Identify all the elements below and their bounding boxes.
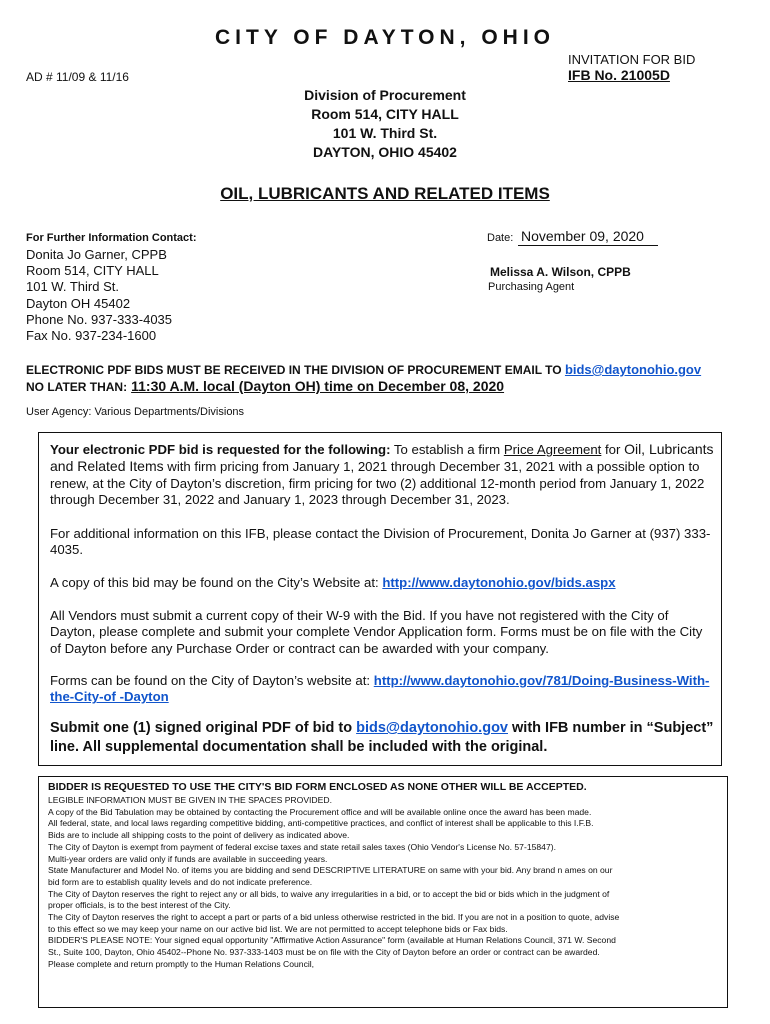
date-underline [518,245,658,246]
deadline-line-1 [26,362,701,377]
invitation-label: INVITATION FOR BID [568,52,696,67]
submit-pre: Submit one (1) signed original PDF of bid to [50,720,357,736]
copy-info [50,575,716,591]
request-part2: for [601,442,625,457]
fine-print-line: to this effect so we may keep your name on our active bid list. We are not permitted to accept telephone bids or Fax bids. [48,923,508,934]
fine-print-line: Bids are to include all shipping costs to the point of delivery as indicated above. [48,830,350,841]
doing-business-link[interactable]: http://www.daytonohio.gov/781/Doing-Business-With-the-City-of -Dayton [50,673,710,705]
contact-line: Phone No. 937-333-4035 [26,311,173,327]
subject-title: OIL, LUBRICANTS AND RELATED ITEMS [220,184,550,203]
request-paragraph [50,441,716,509]
contact-line: Dayton OH 45402 [26,295,131,311]
fine-print-heading: BIDDER IS REQUESTED TO USE THE CITY'S BID FORM ENCLOSED AS NONE OTHER WILL BE ACCEPTED. [48,781,587,793]
ifb-number: IFB No. 21005D [568,67,670,83]
address-line: 101 W. Third St. [332,125,438,141]
submit-email-link[interactable]: bids@daytonohio.gov [356,720,508,736]
user-agency: User Agency: Various Departments/Divisions [26,406,245,418]
fine-print [48,795,722,971]
city-title: CITY OF DAYTON, OHIO [215,26,555,49]
fine-print-line: St., Suite 100, Dayton, Ohio 45402--Phone No. 937-333-1403 must be on file with the City of Dayton before an order or contract can be awarded. [48,947,600,958]
additional-info: For additional information on this IFB, please contact the Division of Procurement, Donita Jo Garner at (937) 333-4035. [50,526,711,558]
purchasing-agent-name: Melissa A. Wilson, CPPB [490,265,631,279]
contact-line: Donita Jo Garner, CPPB [26,247,167,262]
deadline-time: 11:30 A.M. local (Dayton OH) time on December 08, 2020 [131,378,505,394]
fine-print-line: bid form are to establish quality levels and do not indicate preference. [48,876,313,887]
fine-print-line: The City of Dayton reserves the right to accept a part or parts of a bid unless otherwise restricted in the bid. If you are not in a position to quote, advise [48,912,620,923]
fine-print-line: A copy of the Bid Tabulation may be obtained by contacting the Procurement office and will be available online once the award has been made. [48,806,592,817]
fine-print-line: The City of Dayton reserves the right to reject any or all bids, to waive any irregularities in a bid, or to accept the bid or bids which in the judgment of [48,888,610,899]
fine-print-line: LEGIBLE INFORMATION MUST BE GIVEN IN THE SPACES PROVIDED. [48,795,332,805]
procurement-address [0,86,770,162]
address-line: DAYTON, OHIO 45402 [313,144,457,160]
price-agreement: Price Agreement [503,442,602,457]
w9-info: All Vendors must submit a current copy of their W-9 with the Bid. If you have not registered with the City of Dayton, please complete and submit your complete Vendor Application form. Forms must be on file with the City of Dayton before any Purchase Order or contract can be awarded with your company. [50,608,703,656]
contact-line: Fax No. 937-234-1600 [26,328,157,344]
fine-print-line: Multi-year orders are valid only if funds are available in succeeding years. [48,853,328,864]
fine-print-line: All federal, state, and local laws regarding competitive bidding, anti-competitive practices, and conflict of interest shall be applicable to this I.F.B. [48,818,594,829]
contact-line: 101 W. Third St. [26,279,119,295]
deadline-label: NO LATER THAN: [26,380,128,394]
request-part3: with firm pricing from January 1, 2021 through December 31, 2021 with a possible option to renew, at the City of Dayton’s discretion, firm pricing for two (2) additional 12-month period from January 1, 2022 through December 31, 2022 and January 1, 2023 through December 31, 2023. [50,459,705,508]
forms-info [50,673,716,706]
deadline-line-2 [26,378,504,394]
deadline-text: ELECTRONIC PDF BIDS MUST BE RECEIVED IN THE DIVISION OF PROCUREMENT EMAIL TO [26,363,562,377]
bids-email-link[interactable]: bids@daytonohio.gov [564,362,702,377]
address-line: Division of Procurement [304,87,466,103]
date-value: November 09, 2020 [521,228,644,244]
request-lead: Your electronic PDF bid is requested for the following: [50,442,391,457]
submit-post: with IFB number in “Subject” line. All supplemental documentation shall be included with the original. [50,720,714,755]
fine-print-line: The City of Dayton is exempt from payment of federal excise taxes and state retail sales taxes (Ohio Vendor's License No. 57-15847). [48,841,556,852]
ad-number: AD # 11/09 & 11/16 [26,70,129,84]
copy-text: A copy of this bid may be found on the City’s Website at: [50,575,383,590]
fine-print-line: proper officials, is to the best interest of the City. [48,900,231,911]
request-part1: To establish a firm [390,442,504,457]
submit-instructions [50,719,716,757]
contact-block [26,247,172,344]
fine-print-line: State Manufacturer and Model No. of items you are bidding and send DESCRIPTIVE LITERATURE on same with your bid. Any brand n ames on our [48,865,613,876]
fine-print-line: Please complete and return promptly to the Human Relations Council, [48,958,315,969]
contact-line: Room 514, CITY HALL [26,263,159,279]
bids-website-link[interactable]: http://www.daytonohio.gov/bids.aspx [382,575,616,590]
address-line: Room 514, CITY HALL [311,106,459,122]
purchasing-agent-title: Purchasing Agent [488,281,575,293]
forms-text: Forms can be found on the City of Dayton’s website at: [50,673,374,688]
fine-print-line: BIDDER'S PLEASE NOTE: Your signed equal opportunity "Affirmative Action Assurance" form (available at Human Relations Council, 371 W. Second [48,935,616,946]
contact-label: For Further Information Contact: [26,232,197,244]
request-items: Oil, Lubricants and Related Items [50,441,714,475]
date-label: Date: [487,232,514,244]
